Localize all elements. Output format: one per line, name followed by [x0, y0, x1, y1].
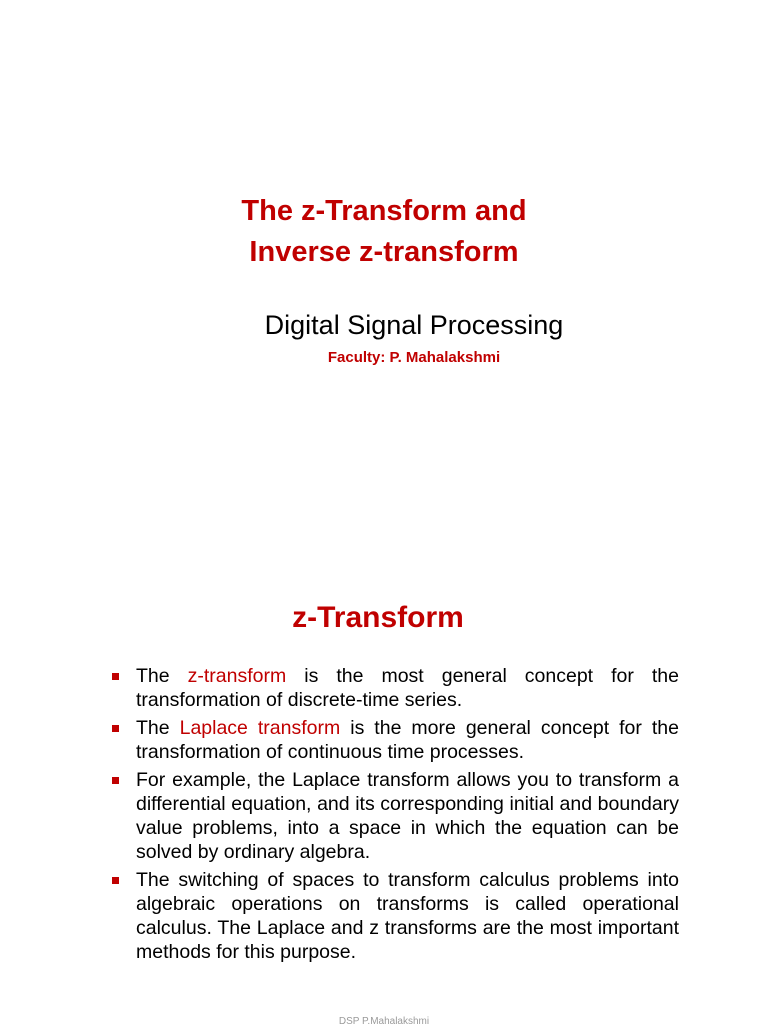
- bullet-text: For example, the Laplace transform allows you to transform a differential equation, and its corresponding initial and boundary value problems, into a space in which the equation can be solved by ordinary algebra.: [136, 769, 679, 863]
- bullet-list: [112, 664, 679, 968]
- slide-footer: DSP P.Mahalakshmi: [338, 1016, 430, 1024]
- bullet-text-post: is the more general concept for the transformation of continuous time processes.: [136, 717, 679, 763]
- bullet-item: [112, 768, 679, 864]
- bullet-text: The switching of spaces to transform calculus problems into algebraic operations on transforms is called operational calculus. The Laplace and z transforms are the most important methods for this purpose.: [136, 869, 679, 963]
- square-bullet-icon: [112, 673, 119, 680]
- slide-title-line-1: The z-Transform and: [241, 195, 527, 227]
- bullet-item: [112, 664, 679, 712]
- content-slide: [0, 560, 768, 1024]
- highlighted-term: z-transform: [187, 665, 287, 687]
- slide-title-line-2: Inverse z-transform: [249, 236, 519, 268]
- square-bullet-icon: [112, 725, 119, 732]
- course-subtitle: Digital Signal Processing: [264, 310, 564, 340]
- slide-heading: z-Transform: [292, 601, 464, 634]
- square-bullet-icon: [112, 877, 119, 884]
- bullet-item: [112, 716, 679, 764]
- bullet-text-pre: The: [136, 665, 188, 687]
- faculty-name: Faculty: P. Mahalakshmi: [327, 349, 501, 366]
- bullet-text-pre: The: [136, 717, 180, 739]
- highlighted-term: Laplace transform: [179, 717, 341, 739]
- bullet-item: [112, 868, 679, 964]
- square-bullet-icon: [112, 777, 119, 784]
- bullet-text-post: is the most general concept for the transformation of discrete-time series.: [136, 665, 679, 711]
